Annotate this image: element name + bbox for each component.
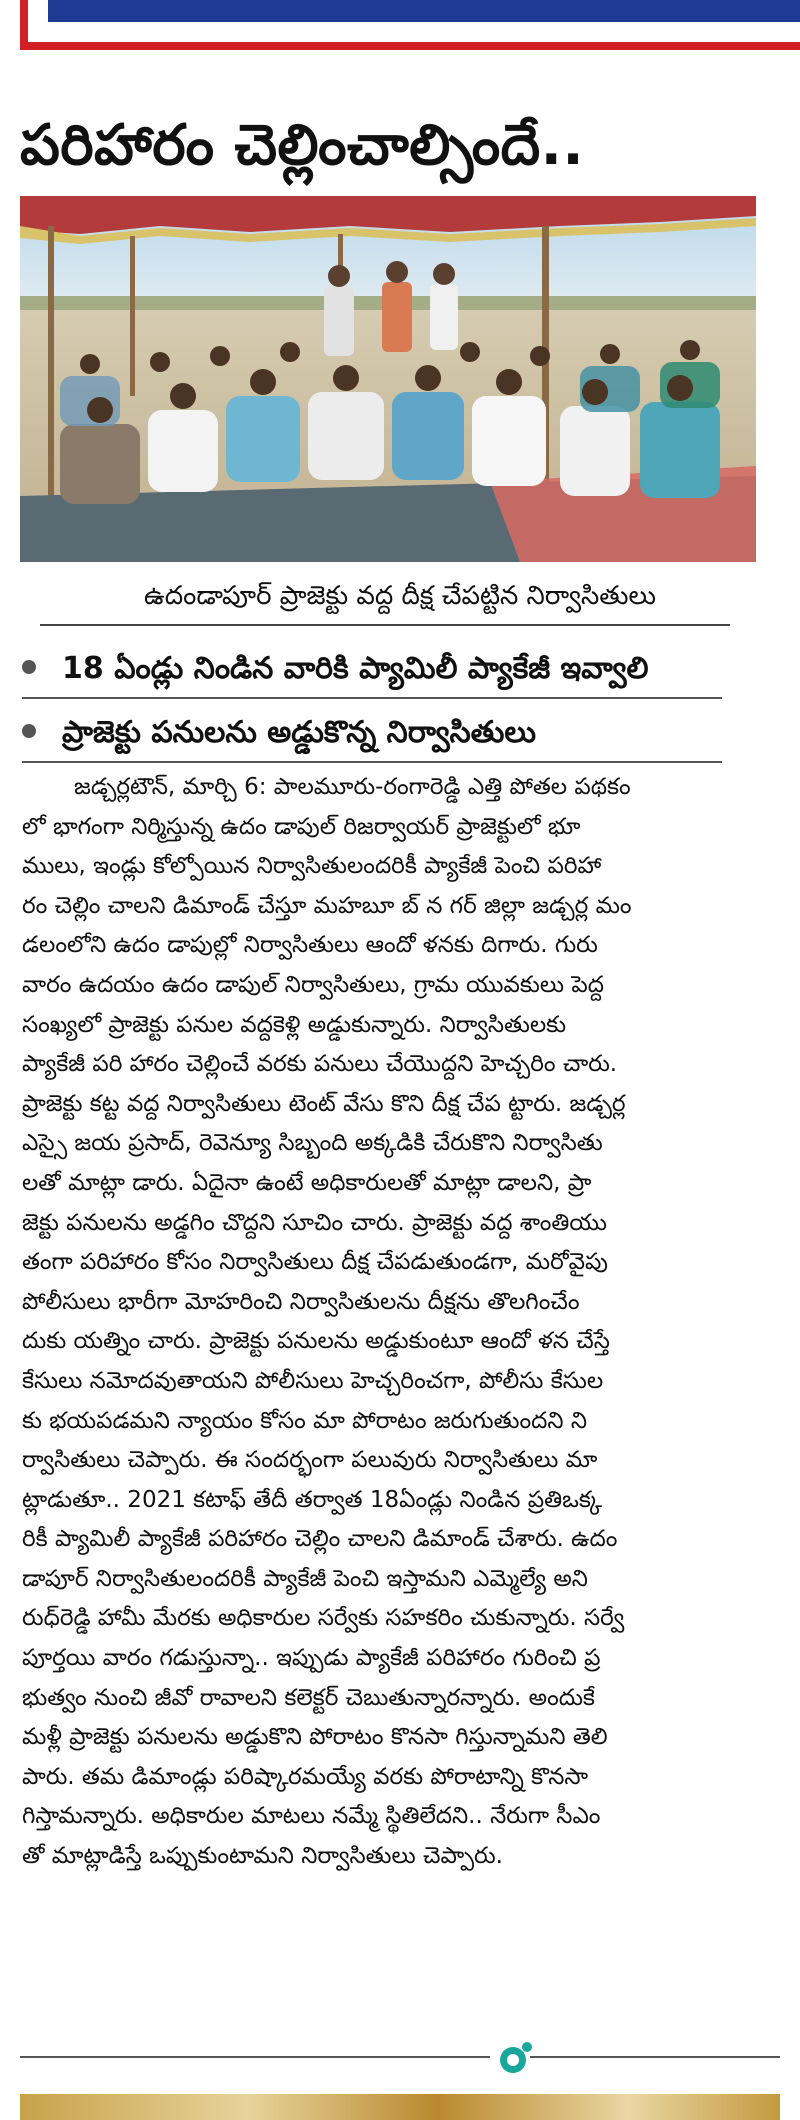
article-line: రుధ్‌రెడ్డి హామీ మేరకు అధికారుల సర్వేకు సహకరిం చుకున్నారు. సర్వే bbox=[22, 1605, 625, 1632]
highlight-text: ప్రాజెక్టు పనులను అడ్డుకొన్న నిర్వాసితులు bbox=[62, 715, 537, 750]
article-line: భుత్వం నుంచి జీవో రావాలని కలెక్టర్ చెబుతున్నారన్నారు. అందుకే bbox=[22, 1684, 595, 1711]
protest-tent-photo bbox=[20, 196, 756, 562]
article-line: పూర్తయి వారం గడుస్తున్నా.. ఇప్పుడు ప్యాకేజీ పరిహారం గురించి ప్ర bbox=[22, 1645, 601, 1672]
article-line: సంఖ్యలో ప్రాజెక్టు పనుల వద్దకెళ్లి అడ్డుకున్నారు. నిర్వాసితులకు bbox=[22, 1011, 567, 1038]
footer-divider-left bbox=[20, 2056, 490, 2058]
article-line: మళ్లీ ప్రాజెక్టు పనులను అడ్డుకొని పోరాటం కొనసా గిస్తున్నామని తెలి bbox=[22, 1724, 608, 1751]
article-line: పారు. తమ డిమాండ్లు పరిష్కారమయ్యే వరకు పోరాటాన్ని కొనసా bbox=[22, 1763, 589, 1790]
caption-divider bbox=[40, 624, 730, 626]
article-line: డలంలోని ఉదం డాపుల్లో నిర్వాసితులు ఆందో ళనకు దిగారు. గురు bbox=[22, 932, 598, 959]
article-line: రికీ ప్యామిలీ ప్యాకేజీ పరిహారం చెల్లిం చాలని డిమాండ్ చేశారు. ఉదం bbox=[22, 1526, 618, 1553]
article-line: వారం ఉదయం ఉదం డాపుల్ నిర్వాసితులు, గ్రామ యువకులు పెద్ద bbox=[22, 971, 604, 998]
article-line: రం చెల్లిం చాలని డిమాండ్ చేస్తూ మహబూ బ్ న గర్ జిల్లా జడ్చర్ల మం bbox=[22, 892, 632, 919]
article-line: ట్లాడుతూ.. 2021 కటాఫ్ తేదీ తర్వాత 18ఏండ్లు నిండిన ప్రతిఒక్క bbox=[22, 1486, 602, 1513]
article-line: డాపూర్ నిర్వాసితులందరికీ ప్యాకేజీ పెంచి ఇస్తామని ఎమ్మెల్యే అని bbox=[22, 1565, 588, 1592]
article-line: ప్యాకేజీ పరి హారం చెల్లించే వరకు పనులు చేయొద్దని హెచ్చరిం చారు. bbox=[22, 1051, 618, 1078]
highlight-item bbox=[22, 644, 762, 694]
bullet-icon bbox=[22, 660, 36, 674]
article-line: ములు, ఇండ్లు కోల్పోయిన నిర్వాసితులందరికీ ప్యాకేజీ పెంచి పరిహా bbox=[22, 853, 602, 880]
article-line: జెక్టు పనులను అడ్డగిం చొద్దని సూచిం చారు. ప్రాజెక్టు వద్ద శాంతియు bbox=[22, 1209, 607, 1236]
footer-divider-right bbox=[530, 2056, 780, 2058]
article-line: తో మాట్లాడిస్తే ఒప్పుకుంటామని నిర్వాసితులు చెప్పారు. bbox=[22, 1843, 503, 1870]
headline: పరిహారం చెల్లించాల్సిందే.. bbox=[20, 113, 585, 178]
article-line: దుకు యత్నిం చారు. ప్రాజెక్టు పనులను అడ్డుకుంటూ ఆందో ళన చేస్తే bbox=[22, 1328, 610, 1355]
article-line: ప్రాజెక్టు కట్ట వద్ద నిర్వాసితులు టెంట్ వేసు కొని దీక్ష చేప ట్టారు. జడ్చర్ల bbox=[22, 1090, 626, 1117]
article-line: జడ్చర్లటౌన్, మార్చి 6: పాలమూరు-రంగారెడ్డి ఎత్తి పోతల పథకం bbox=[74, 774, 631, 800]
article-body bbox=[22, 768, 782, 2018]
masthead-red-rule bbox=[20, 42, 800, 50]
bullet-icon bbox=[22, 724, 36, 738]
highlight-text: 18 ఏండ్లు నిండిన వారికి ప్యామిలీ ప్యాకేజీ ఇవ్వాలి bbox=[62, 651, 649, 686]
photo-caption: ఉదండాపూర్ ప్రాజెక్టు వద్ద దీక్ష చేపట్టిన నిర్వాసితులు bbox=[144, 581, 656, 611]
article-line: తంగా పరిహారం కోసం నిర్వాసితులు దీక్ష చేపడుతుండగా, మరోవైపు bbox=[22, 1249, 608, 1276]
highlight-divider bbox=[22, 761, 722, 763]
masthead-blue-band bbox=[48, 0, 800, 22]
article-line: కేసులు నమోదవుతాయని పోలీసులు హెచ్చరించగా, పోలీసు కేసుల bbox=[22, 1367, 604, 1394]
next-article-image-strip bbox=[20, 2094, 780, 2120]
highlight-item bbox=[22, 708, 762, 758]
highlight-divider bbox=[22, 697, 722, 699]
article-line: కు భయపడమని న్యాయం కోసం మా పోరాటం జరుగుతుందని ని bbox=[22, 1407, 587, 1434]
article-line: పోలీసులు భారీగా మోహరించి నిర్వాసితులను దీక్షను తొలగించేం bbox=[22, 1288, 580, 1315]
article-line: ఎస్సై జయ ప్రసాద్, రెవెన్యూ సిబ్బంది అక్కడికి చేరుకొని నిర్వాసితు bbox=[22, 1130, 603, 1157]
article-line: లో భాగంగా నిర్మిస్తున్న ఉదం డాపుల్ రిజర్వాయర్ ప్రాజెక్టులో భూ bbox=[22, 813, 581, 840]
newspaper-logo-icon bbox=[496, 2038, 536, 2078]
article-line: గిస్తామన్నారు. అధికారుల మాటలు నమ్మే స్థితిలేదని.. నేరుగా సీఎం bbox=[22, 1803, 601, 1830]
masthead-bar bbox=[0, 0, 800, 56]
article-line: లతో మాట్లా డారు. ఏదైనా ఉంటే అధికారులతో మాట్లా డాలని, ప్రా bbox=[22, 1169, 592, 1196]
article-line: ర్వాసితులు చెప్పారు. ఈ సందర్భంగా పలువురు నిర్వాసితులు మా bbox=[22, 1447, 598, 1474]
